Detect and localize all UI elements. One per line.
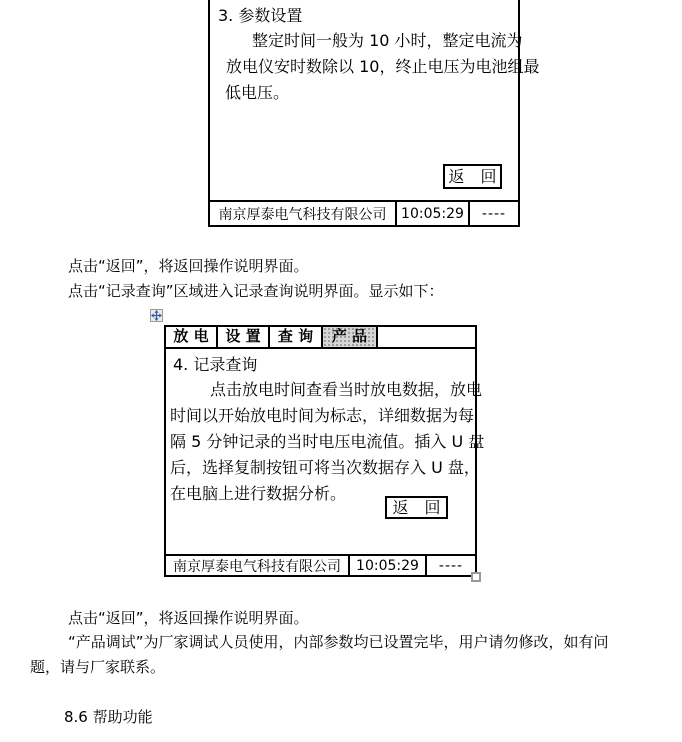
screen2-body-line: 点击放电时间查看当时放电数据，放电	[210, 380, 483, 399]
company-name-label: 南京厚泰电气科技有限公司	[173, 558, 341, 575]
clock-label: 10:05:29	[395, 202, 470, 225]
company-name-label: 南京厚泰电气科技有限公司	[218, 206, 387, 223]
image-resize-handle[interactable]	[471, 572, 481, 582]
paragraph-line: 点击“返回”，将返回操作说明界面。	[68, 609, 309, 627]
screen1-body-line: 低电压。	[225, 83, 290, 102]
screen2-status-bar	[166, 554, 475, 575]
screen1-status-bar	[210, 200, 518, 225]
clock-label: 10:05:29	[348, 556, 427, 575]
screen2-body-line: 隔 5 分钟记录的当时电压电流值。插入 U 盘	[170, 432, 485, 451]
move-cross-icon	[151, 310, 162, 321]
signal-dashes-label: ----	[481, 205, 507, 222]
screen2-section-title: 4. 记录查询	[173, 355, 258, 374]
paragraph-line: “产品调试”为厂家调试人员使用，内部参数均已设置完毕，用户请勿修改，如有问	[68, 633, 609, 651]
section-heading: 8.6 帮助功能	[64, 708, 153, 726]
device-tab-bar	[166, 327, 475, 349]
embedded-screenshot-record-query[interactable]	[164, 325, 485, 577]
tab-product-selected: 产 品	[323, 327, 378, 347]
screen2-body-line: 在电脑上进行数据分析。	[170, 484, 347, 503]
object-move-anchor-icon[interactable]	[150, 309, 163, 322]
tab-bar-spacer	[378, 327, 475, 347]
return-button: 返 回	[385, 496, 448, 519]
paragraph-line: 点击“记录查询”区域进入记录查询说明界面。显示如下：	[68, 282, 444, 300]
signal-dashes-label: ----	[438, 557, 464, 574]
paragraph-line: 题，请与厂家联系。	[30, 658, 166, 676]
paragraph-line: 点击“返回”，将返回操作说明界面。	[68, 257, 309, 275]
screen1-body-line: 放电仪安时数除以 10，终止电压为电池组最	[226, 57, 540, 76]
tab-discharge: 放 电	[166, 327, 218, 347]
return-button: 返 回	[443, 164, 502, 189]
screen2-body-line: 时间以开始放电时间为标志，详细数据为每	[170, 406, 475, 425]
screen1-section-title: 3. 参数设置	[218, 6, 303, 25]
screen2-body-line: 后，选择复制按钮可将当次数据存入 U 盘，	[170, 458, 480, 477]
tab-settings: 设 置	[218, 327, 270, 347]
tab-query: 查 询	[270, 327, 323, 347]
screen1-body-line: 整定时间一般为 10 小时，整定电流为	[252, 31, 523, 50]
embedded-screenshot-parameter-settings[interactable]	[208, 0, 540, 227]
